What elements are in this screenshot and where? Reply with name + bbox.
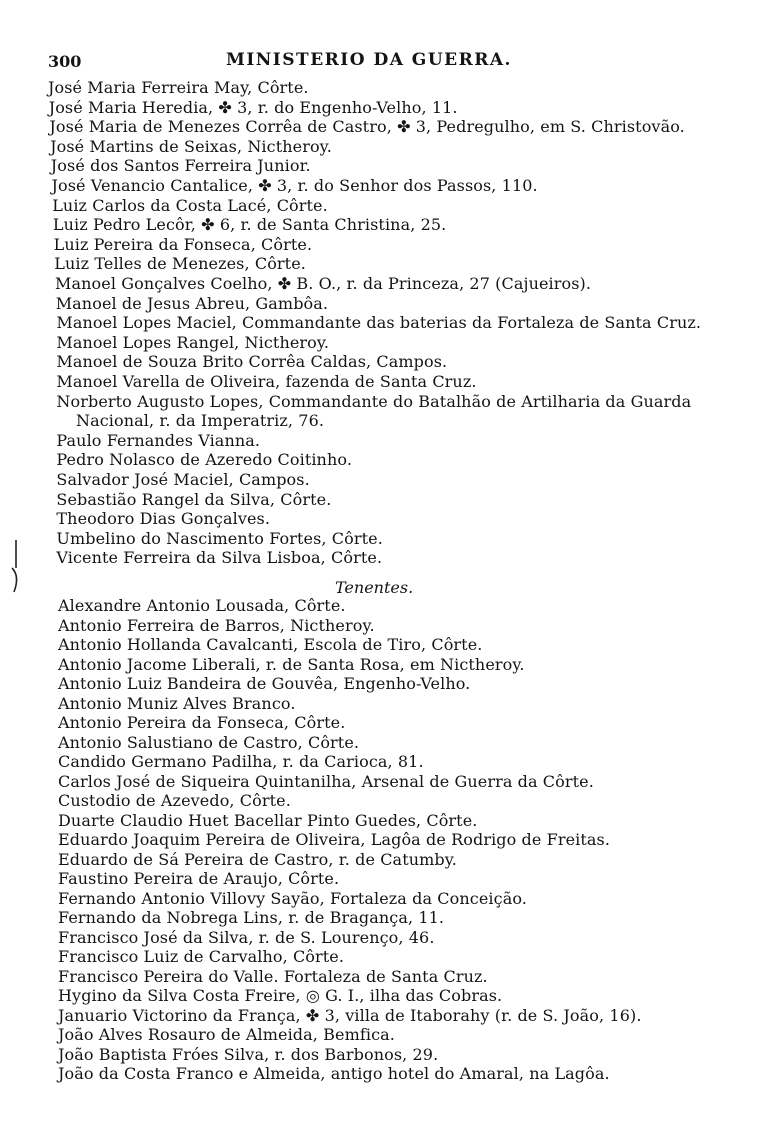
list-item: Salvador José Maciel, Campos. xyxy=(56,470,310,489)
list-item: Antonio Luiz Bandeira de Gouvêa, Engenho-Velho. xyxy=(58,674,471,693)
list-item: José Maria de Menezes Corrêa de Castro, ✤ 3, Pedregulho, em S. Christovão. xyxy=(49,117,685,137)
list-item: Fernando Antonio Villovy Sayão, Fortaleza da Conceição. xyxy=(58,888,527,908)
list-item: Luiz Carlos da Costa Lacé, Côrte. xyxy=(52,195,328,215)
list-item: Theodoro Dias Gonçalves. xyxy=(56,509,271,529)
list-item: Faustino Pereira de Araujo, Côrte. xyxy=(58,869,340,888)
list-item: José Maria Heredia, ✤ 3, r. do Engenho-Velho, 11. xyxy=(48,97,458,117)
list-item: Eduardo de Sá Pereira de Castro, r. de Catumby. xyxy=(58,849,457,869)
list-item: Antonio Hollanda Cavalcanti, Escola de Tiro, Côrte. xyxy=(58,635,483,654)
list-item: Candido Germano Padilha, r. da Carioca, 81. xyxy=(58,752,424,771)
list-item: Pedro Nolasco de Azeredo Coitinho. xyxy=(56,450,353,470)
running-title: MINISTERIO DA GUERRA. xyxy=(226,50,512,70)
list-item: Francisco Pereira do Valle. Fortaleza de Santa Cruz. xyxy=(58,966,488,986)
list-item: José Maria Ferreira May, Côrte. xyxy=(48,78,309,97)
page-header xyxy=(48,50,518,76)
margin-bracket-mark xyxy=(8,538,24,594)
list-item: Francisco José da Silva, r. de S. Lourenço, 46. xyxy=(58,927,435,947)
list-item: Manoel Gonçalves Coelho, ✤ B. O., r. da Princeza, 27 (Cajueiros). xyxy=(55,274,592,293)
page-number: 300 xyxy=(48,52,82,71)
list-item: Custodio de Azevedo, Côrte. xyxy=(58,791,291,810)
list-item: Antonio Ferreira de Barros, Nictheroy. xyxy=(58,615,375,635)
list-item: João Baptista Fróes Silva, r. dos Barbonos, 29. xyxy=(58,1044,439,1064)
list-item: José Martins de Seixas, Nictheroy. xyxy=(50,136,332,156)
list-item: Hygino da Silva Costa Freire, ◎ G. I., ilha das Cobras. xyxy=(58,986,503,1005)
list-item: Manoel de Jesus Abreu, Gambôa. xyxy=(55,293,329,313)
list-item: João da Costa Franco e Almeida, antigo hotel do Amaral, na Lagôa. xyxy=(58,1064,610,1083)
list-item: Antonio Jacome Liberali, r. de Santa Rosa, em Nictheroy. xyxy=(58,654,525,674)
list-item: Manoel Varella de Oliveira, fazenda de Santa Cruz. xyxy=(56,372,477,391)
list-item: Manoel Lopes Rangel, Nictheroy. xyxy=(56,332,330,352)
list-item: Paulo Fernandes Vianna. xyxy=(56,430,261,450)
list-item: Manoel Lopes Maciel, Commandante das baterias da Fortaleza de Santa Cruz. xyxy=(56,313,702,333)
list-item: Nacional, r. da Imperatriz, 76. xyxy=(76,411,325,431)
list-item: Eduardo Joaquim Pereira de Oliveira, Lagôa de Rodrigo de Freitas. xyxy=(58,830,611,849)
list-item: José dos Santos Ferreira Junior. xyxy=(50,156,311,176)
list-item: Duarte Claudio Huet Bacellar Pinto Guedes, Côrte. xyxy=(58,810,478,830)
list-item: Antonio Muniz Alves Branco. xyxy=(58,693,296,713)
list-item: Sebastião Rangel da Silva, Côrte. xyxy=(56,489,332,509)
list-item: Umbelino do Nascimento Fortes, Côrte. xyxy=(56,528,383,548)
list-item: Antonio Pereira da Fonseca, Côrte. xyxy=(58,713,346,732)
list-item: José Venancio Cantalice, ✤ 3, r. do Senhor dos Passos, 110. xyxy=(51,176,538,195)
list-item: Luiz Telles de Menezes, Côrte. xyxy=(54,254,306,274)
list-item: Vicente Ferreira da Silva Lisboa, Côrte. xyxy=(56,548,383,568)
list-item: Francisco Luiz de Carvalho, Côrte. xyxy=(58,947,345,966)
list-item: Norberto Augusto Lopes, Commandante do Batalhão de Artilharia da Guarda xyxy=(56,391,692,411)
list-item: Fernando da Nobrega Lins, r. de Bragança, 11. xyxy=(58,908,445,927)
list-item: Manoel de Souza Brito Corrêa Caldas, Campos. xyxy=(56,352,448,372)
list-item: Antonio Salustiano de Castro, Côrte. xyxy=(58,732,360,752)
list-item: Carlos José de Siqueira Quintanilha, Arsenal de Guerra da Côrte. xyxy=(58,771,594,791)
list-item: Luiz Pedro Lecôr, ✤ 6, r. de Santa Christina, 25. xyxy=(52,215,447,235)
list-item: Januario Victorino da França, ✤ 3, villa de Itaborahy (r. de S. João, 16). xyxy=(58,1005,642,1025)
list-item: João Alves Rosauro de Almeida, Bemfica. xyxy=(58,1025,395,1044)
list-item: Alexandre Antonio Lousada, Côrte. xyxy=(58,596,346,615)
section-heading-tenentes: Tenentes. xyxy=(335,578,414,597)
list-item: Luiz Pereira da Fonseca, Côrte. xyxy=(53,234,313,254)
